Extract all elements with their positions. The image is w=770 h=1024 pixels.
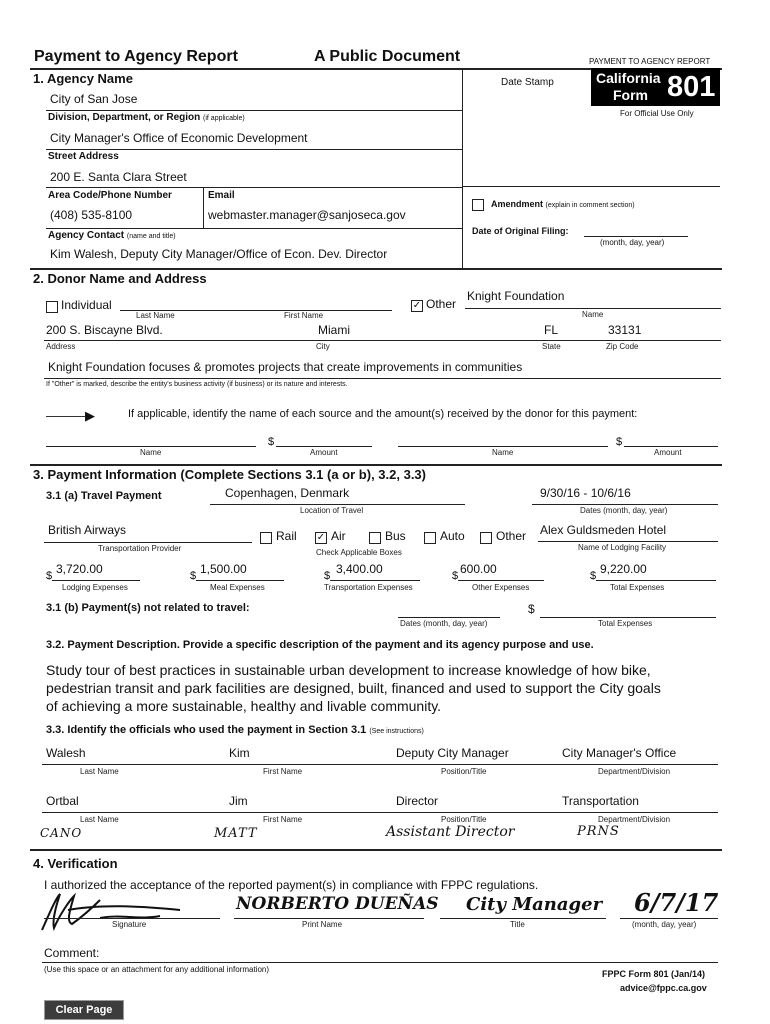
divider: [532, 504, 718, 505]
transport-expenses: 3,400.00: [336, 562, 383, 576]
section1-heading: 1. Agency Name: [33, 71, 133, 86]
src-name-label-2: Name: [492, 448, 514, 457]
divider: [42, 764, 718, 765]
travel-dates-label: Dates (month, day, year): [580, 506, 668, 515]
auto-label: Auto: [440, 529, 465, 543]
other-transport-label: Other: [496, 529, 527, 543]
divider: [458, 580, 544, 581]
non-travel-dates-field[interactable]: [398, 617, 500, 618]
badge-california: California: [596, 70, 661, 86]
street-label: Street Address: [48, 151, 119, 162]
official-3-last-handwritten: CANO: [40, 826, 83, 840]
print-name-label: Print Name: [302, 920, 343, 929]
official-2-position: Director: [396, 794, 439, 808]
zip-label: Zip Code: [606, 342, 639, 351]
title-handwritten: City Manager: [466, 894, 603, 915]
travel-payment-label: 3.1 (a) Travel Payment: [46, 490, 162, 502]
other-transport-checkbox[interactable]: [480, 532, 492, 544]
official-use-label: For Official Use Only: [620, 109, 694, 118]
total-dollar: $: [590, 570, 597, 582]
official-3-dept-handwritten: PRNS: [577, 824, 620, 839]
non-travel-total-field[interactable]: [540, 617, 716, 618]
division-label: Division, Department, or Region (if applicable): [48, 112, 245, 123]
src-amount-label-2: Amount: [654, 448, 682, 457]
donor-name-label: Name: [582, 310, 604, 319]
divider: [52, 580, 140, 581]
section3-heading: 3. Payment Information (Complete Sections 3.1 (a or b), 3.2, 3.3): [33, 467, 426, 482]
email-label: Email: [208, 190, 235, 201]
divider: [330, 580, 420, 581]
col-first-label: First Name: [263, 767, 303, 776]
other-label: Other: [426, 297, 457, 311]
travel-dates: 9/30/16 - 10/6/16: [540, 486, 631, 500]
activity-note: If "Other" is marked, describe the entity's business activity (if business) or its nature and interests.: [46, 381, 348, 388]
description-line-3: of achieving a more sustainable, healthy and livable community.: [46, 698, 442, 714]
street-value: 200 E. Santa Clara Street: [50, 170, 187, 184]
meal-label: Meal Expenses: [210, 583, 265, 592]
col-last-label: Last Name: [80, 767, 119, 776]
donor-activity: Knight Foundation focuses & promotes projects that create improvements in communities: [48, 360, 523, 374]
divider: [30, 268, 722, 270]
src-amount-label: Amount: [310, 448, 338, 457]
source-amount-field[interactable]: [276, 446, 372, 447]
signature-field[interactable]: [44, 918, 220, 919]
source-note: If applicable, identify the name of each source and the amount(s) received by the donor for this payment:: [128, 408, 638, 420]
other-expenses: 600.00: [460, 562, 497, 576]
official-1-last: Walesh: [46, 746, 86, 760]
date-stamp-label: Date Stamp: [501, 77, 554, 88]
rail-checkbox[interactable]: [260, 532, 272, 544]
amendment-checkbox[interactable]: [472, 199, 484, 211]
official-3-position-handwritten: Assistant Director: [386, 824, 515, 840]
public-document-label: A Public Document: [314, 48, 461, 65]
comment-label: Comment:: [44, 946, 100, 960]
other-checkbox[interactable]: ✓: [412, 300, 422, 311]
original-filing-note: (month, day, year): [600, 238, 665, 247]
non-travel-label: 3.1 (b) Payment(s) not related to travel:: [46, 602, 250, 614]
bus-checkbox[interactable]: [369, 532, 381, 544]
divider: [196, 580, 284, 581]
travel-location: Copenhagen, Denmark: [225, 486, 350, 500]
section2-heading: 2. Donor Name and Address: [33, 271, 207, 286]
auto-checkbox[interactable]: [424, 532, 436, 544]
lodging-expenses: 3,720.00: [56, 562, 103, 576]
lodging-facility-label: Name of Lodging Facility: [578, 543, 667, 552]
divider: [42, 812, 718, 813]
divider: [465, 308, 721, 309]
city-label: City: [316, 342, 330, 351]
email-value: webmaster.manager@sanjoseca.gov: [208, 208, 406, 222]
meal-expenses: 1,500.00: [200, 562, 247, 576]
divider: [203, 187, 204, 228]
air-label: Air: [331, 529, 346, 543]
official-2-dept: Transportation: [562, 794, 639, 808]
divider: [44, 340, 721, 341]
signature-label: Signature: [112, 920, 147, 929]
check-boxes-label: Check Applicable Boxes: [316, 548, 402, 557]
other-expenses-label: Other Expenses: [472, 583, 530, 592]
comment-note: (Use this space or an attachment for any additional information): [44, 965, 270, 974]
donor-name: Knight Foundation: [467, 289, 565, 303]
col-position-label-2: Position/Title: [441, 815, 487, 824]
divider: [440, 918, 606, 919]
rail-label: Rail: [276, 529, 297, 543]
official-3-first-handwritten: MATT: [214, 826, 258, 841]
other-dollar: $: [452, 570, 459, 582]
divider: [30, 849, 722, 851]
officials-label: 3.3. Identify the officials who used the payment in Section 3.1 (See instructions): [46, 724, 424, 736]
divider: [620, 918, 718, 919]
divider: [46, 187, 462, 188]
divider: [46, 149, 462, 150]
col-dept-label-2: Department/Division: [598, 815, 671, 824]
lodging-facility: Alex Guldsmeden Hotel: [540, 523, 667, 537]
address-label: Address: [46, 342, 76, 351]
divider: [210, 504, 465, 505]
original-filing-field[interactable]: [584, 236, 688, 237]
date-handwritten: 6/7/17: [634, 888, 719, 917]
divider: [46, 110, 462, 111]
lodging-dollar: $: [46, 570, 53, 582]
last-name-label: Last Name: [136, 311, 175, 320]
individual-label: Individual: [61, 298, 112, 312]
col-position-label: Position/Title: [441, 767, 487, 776]
col-last-label-2: Last Name: [80, 815, 119, 824]
contact-value: Kim Walesh, Deputy City Manager/Office of Econ. Dev. Director: [50, 247, 388, 261]
description-label: 3.2. Payment Description. Provide a specific description of the payment and its agency purpose and use.: [46, 639, 594, 651]
official-2-last: Ortbal: [46, 794, 79, 808]
advice-email: advice@fppc.ca.gov: [620, 983, 707, 993]
title-label: Title: [510, 920, 525, 929]
california-form-badge: [591, 68, 720, 106]
badge-form: Form: [613, 87, 648, 103]
total-expenses-label: Total Expenses: [610, 583, 665, 592]
clear-page-button[interactable]: Clear Page: [44, 1000, 124, 1020]
divider: [462, 186, 720, 187]
verification-statement: I authorized the acceptance of the reported payment(s) in compliance with FPPC regulations.: [44, 878, 539, 892]
source-name-field[interactable]: [46, 446, 256, 447]
total-expenses: 9,220.00: [600, 562, 647, 576]
col-dept-label: Department/Division: [598, 767, 671, 776]
arrow-icon: ———▶: [46, 408, 95, 423]
donor-state: FL: [544, 323, 559, 337]
original-filing-label: Date of Original Filing:: [472, 226, 569, 236]
first-name-label: First Name: [284, 311, 324, 320]
divider: [538, 541, 718, 542]
meal-dollar: $: [190, 570, 197, 582]
donor-zip: 33131: [608, 323, 642, 337]
source-amount-field-2[interactable]: [624, 446, 718, 447]
col-first-label-2: First Name: [263, 815, 303, 824]
divider: [44, 542, 252, 543]
official-2-first: Jim: [229, 794, 248, 808]
comment-field[interactable]: [42, 962, 718, 963]
transport-provider: British Airways: [48, 523, 127, 537]
air-checkbox[interactable]: ✓: [316, 532, 326, 543]
agency-name: City of San Jose: [50, 92, 138, 106]
dollar-sign: $: [268, 436, 275, 448]
source-name-field-2[interactable]: [398, 446, 608, 447]
top-right-label: PAYMENT TO AGENCY REPORT: [589, 57, 711, 66]
non-travel-dates-label: Dates (month, day, year): [400, 619, 488, 628]
non-travel-total-label: Total Expenses: [598, 619, 653, 628]
src-name-label: Name: [140, 448, 162, 457]
divider: [596, 580, 716, 581]
individual-checkbox[interactable]: [46, 301, 58, 313]
division-value: City Manager's Office of Economic Development: [50, 131, 308, 145]
divider: [462, 68, 463, 268]
divider: [44, 378, 721, 379]
divider: [30, 464, 722, 466]
transport-dollar: $: [324, 570, 331, 582]
form-title: Payment to Agency Report: [34, 48, 238, 65]
provider-label: Transportation Provider: [98, 544, 182, 553]
phone-value: (408) 535-8100: [50, 208, 133, 222]
location-label: Location of Travel: [300, 506, 364, 515]
phone-label: Area Code/Phone Number: [48, 190, 172, 201]
dollar-sign-2: $: [616, 436, 623, 448]
transport-label: Transportation Expenses: [324, 583, 413, 592]
date-label: (month, day, year): [632, 920, 697, 929]
description-line-1: Study tour of best practices in sustainable urban development to increase knowledge of how bike,: [46, 662, 651, 678]
print-name-handwritten: NORBERTO DUEÑAS: [236, 894, 439, 914]
non-travel-dollar: $: [528, 602, 535, 616]
contact-label: Agency Contact (name and title): [48, 230, 176, 241]
donor-address: 200 S. Biscayne Blvd.: [46, 323, 163, 337]
lodging-label: Lodging Expenses: [62, 583, 128, 592]
divider: [234, 918, 424, 919]
donor-city: Miami: [318, 323, 350, 337]
state-label: State: [542, 342, 561, 351]
section4-heading: 4. Verification: [33, 856, 118, 871]
description-line-2: pedestrian transit and park facilities are designed, built, financed and used to support the City goals: [46, 680, 661, 696]
official-1-dept: City Manager's Office: [562, 746, 677, 760]
badge-number: 801: [667, 71, 716, 103]
bus-label: Bus: [385, 529, 406, 543]
divider: [46, 228, 462, 229]
official-1-first: Kim: [229, 746, 250, 760]
amendment-label: Amendment (explain in comment section): [491, 199, 635, 209]
official-1-position: Deputy City Manager: [396, 746, 509, 760]
form-id: FPPC Form 801 (Jan/14): [602, 969, 706, 979]
